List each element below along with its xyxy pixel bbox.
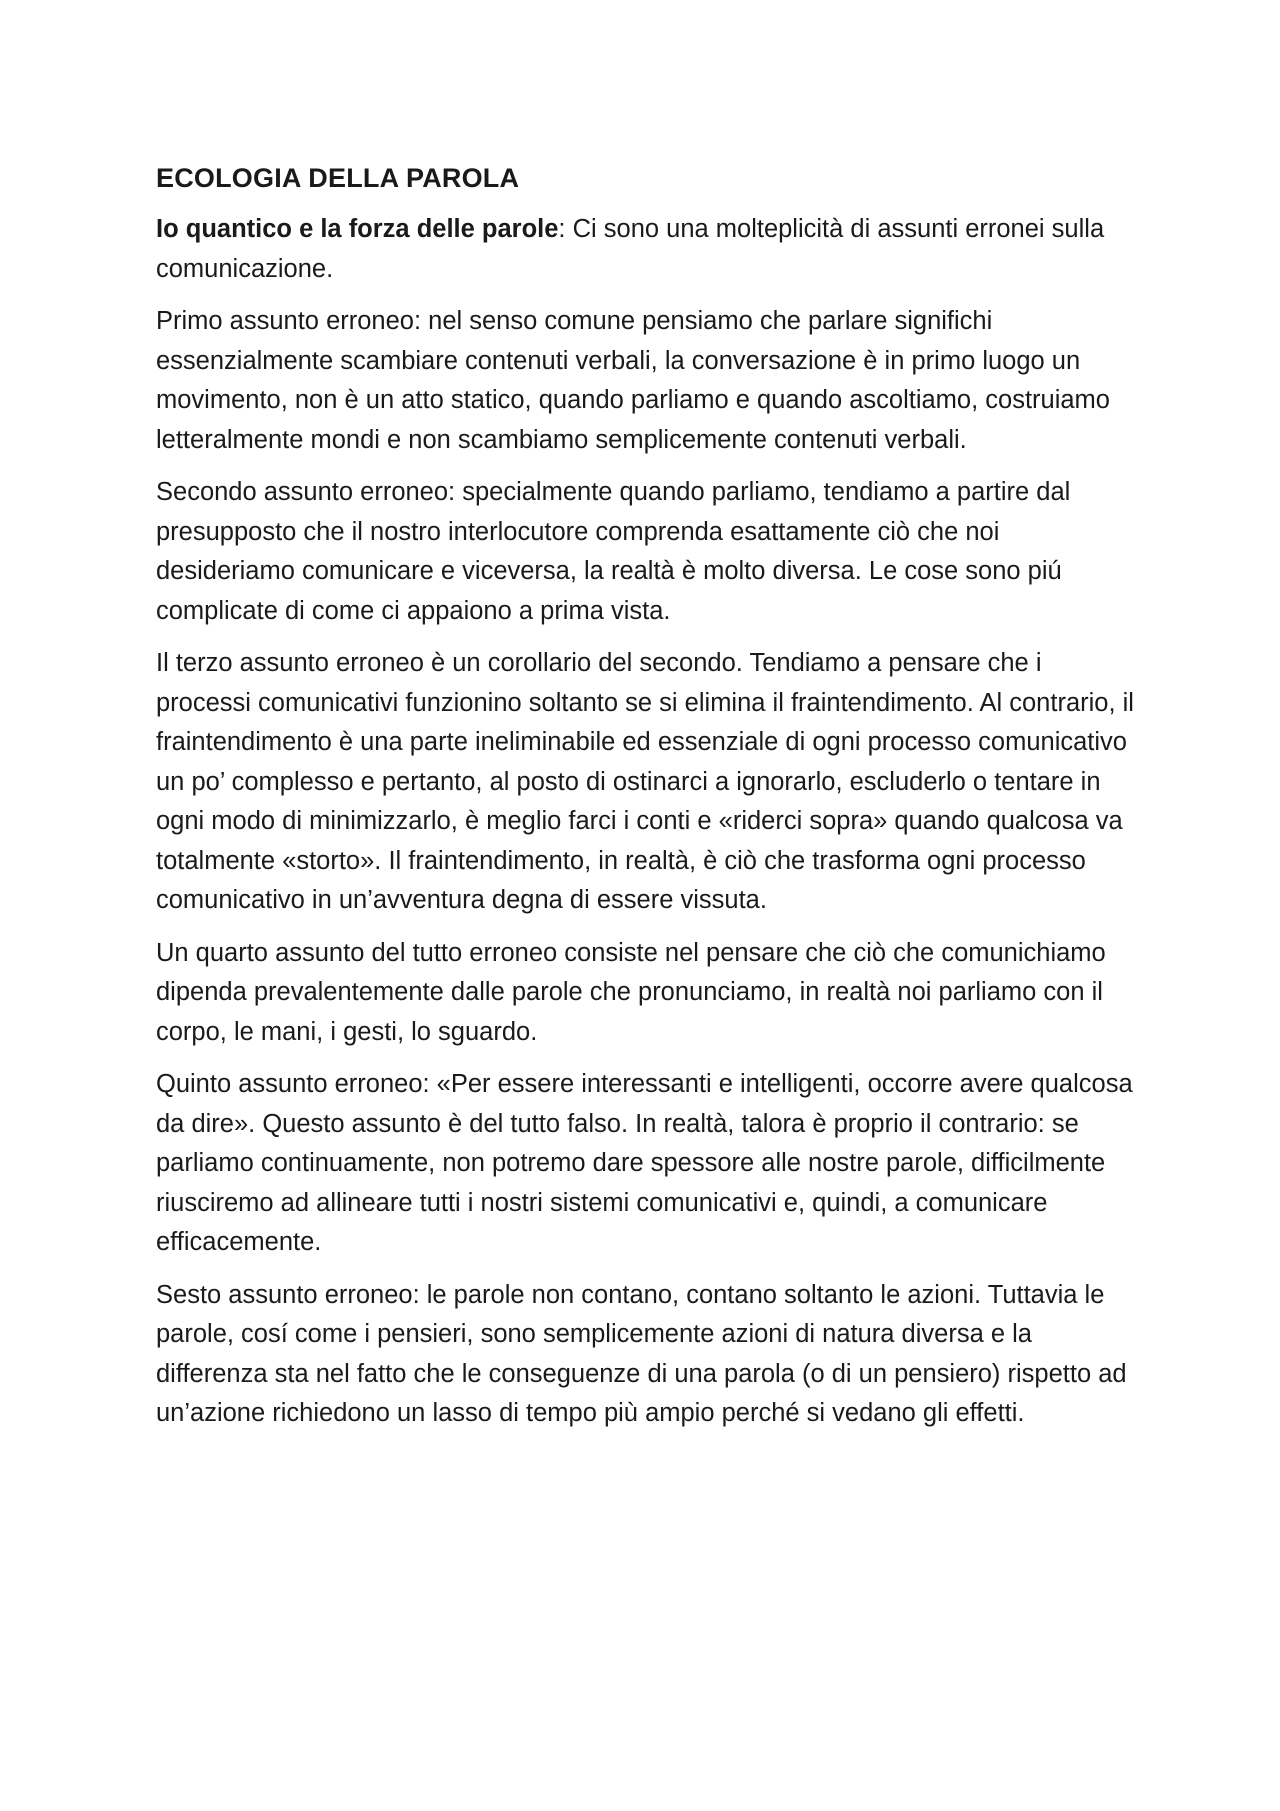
document-title: ECOLOGIA DELLA PAROLA xyxy=(156,163,520,193)
paragraph-terzo: Il terzo assunto erroneo è un corollario del secondo. Tendiamo a pensare che i processi comunicativi funzionino soltanto se si elimina il fraintendimento. Al contrario, il fraintendimento è una parte ineliminabile ed essenziale di ogni processo comunicativo un po’ complesso e pertanto, al posto di ostinarci a ignorarlo, escluderlo o tentare in ogni modo di minimizzarlo, è meglio farci i conti e «riderci sopra» quando qualcosa va totalmente «storto». Il fraintendimento, in realtà, è ciò che trasforma ogni processo comunicativo in un’avventura degna di essere vissuta. xyxy=(156,649,1134,914)
paragraph-secondo: Secondo assunto erroneo: specialmente quando parliamo, tendiamo a partire dal presupposto che il nostro interlocutore comprenda esattamente ciò che noi desideriamo comunicare e viceversa, la realtà è molto diversa. Le cose sono piú complicate di come ci appaiono a prima vista. xyxy=(156,478,1071,625)
document-page xyxy=(156,160,1136,1447)
intro-bold-lead: Io quantico e la forza delle parole xyxy=(156,215,559,243)
intro-paragraph xyxy=(156,210,1136,289)
paragraph-quarto: Un quarto assunto del tutto erroneo consiste nel pensare che ciò che comunichiamo dipenda prevalentemente dalle parole che pronunciamo, in realtà noi parliamo con il corpo, le mani, i gesti, lo sguardo. xyxy=(156,938,1106,1046)
paragraph-primo: Primo assunto erroneo: nel senso comune pensiamo che parlare significhi essenzialmente scambiare contenuti verbali, la conversazione è in primo luogo un movimento, non è un atto statico, quando parliamo e quando ascoltiamo, costruiamo letteralmente mondi e non scambiamo semplicemente contenuti verbali. xyxy=(156,307,1110,454)
paragraph-sesto: Sesto assunto erroneo: le parole non contano, contano soltanto le azioni. Tuttavia le parole, cosí come i pensieri, sono semplicemente azioni di natura diversa e la differenza sta nel fatto che le conseguenze di una parola (o di un pensiero) rispetto ad un’azione richiedono un lasso di tempo più ampio perché si vedano gli effetti. xyxy=(156,1280,1127,1427)
paragraph-quinto: Quinto assunto erroneo: «Per essere interessanti e intelligenti, occorre avere qualcosa da dire». Questo assunto è del tutto falso. In realtà, talora è proprio il contrario: se parliamo continuamente, non potremo dare spessore alle nostre parole, difficilmente riusciremo ad allineare tutti i nostri sistemi comunicativi e, quindi, a comunicare efficacemente. xyxy=(156,1070,1133,1256)
intro-rest: : Ci sono una molteplicità di assunti erronei sulla comunicazione. xyxy=(156,215,1105,283)
